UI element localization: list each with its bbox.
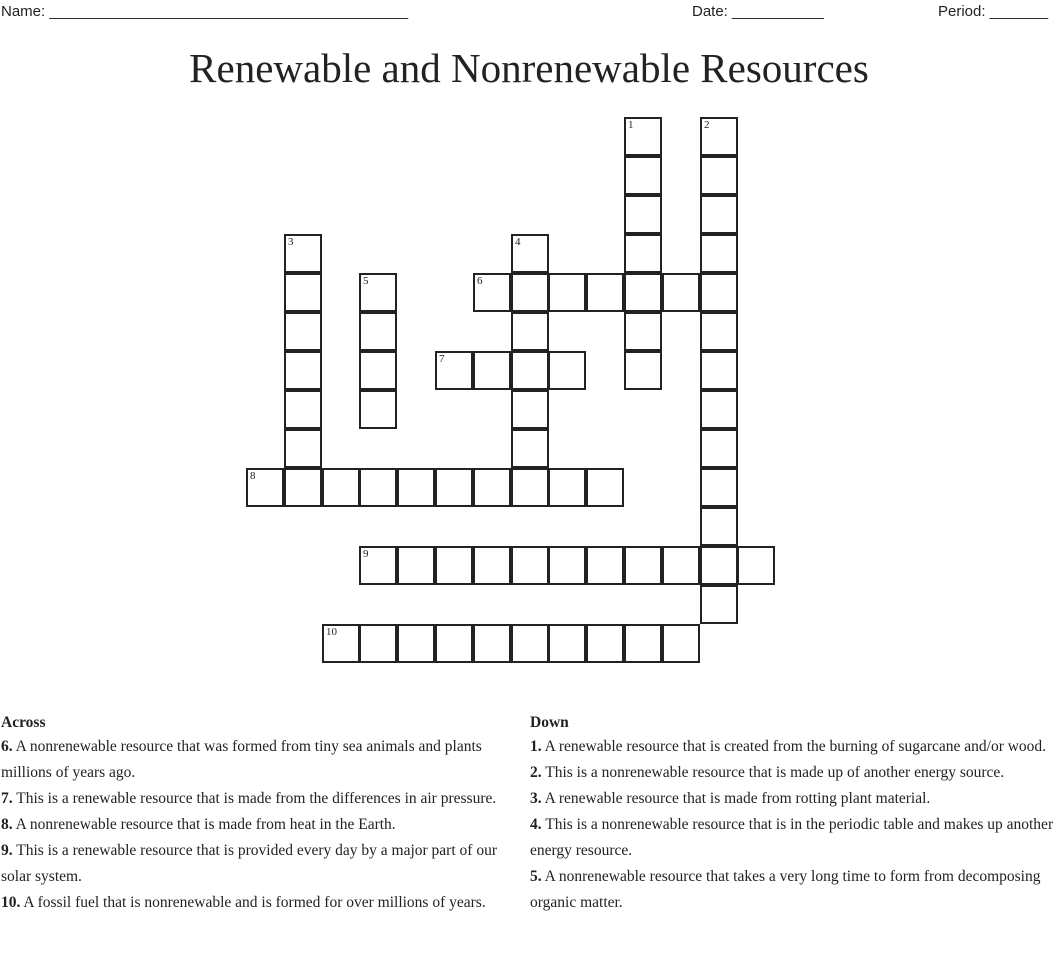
crossword-cell[interactable] bbox=[473, 468, 511, 507]
crossword-cell[interactable] bbox=[586, 468, 624, 507]
crossword-cell[interactable] bbox=[548, 273, 586, 312]
down-heading: Down bbox=[530, 714, 569, 731]
crossword-cell[interactable] bbox=[359, 468, 397, 507]
clue-number: 1 bbox=[628, 119, 634, 131]
crossword-cell[interactable] bbox=[473, 351, 511, 390]
crossword-cell[interactable] bbox=[284, 468, 322, 507]
clue-item: 4. This is a nonrenewable resource that is in the periodic table and makes up another energy resource. bbox=[530, 816, 1054, 859]
crossword-cell[interactable] bbox=[322, 468, 360, 507]
crossword-cell[interactable] bbox=[322, 624, 360, 663]
crossword-cell[interactable] bbox=[586, 273, 624, 312]
clue-item: 7. This is a renewable resource that is made from the differences in air pressure. bbox=[1, 790, 497, 807]
down-clues bbox=[530, 712, 1057, 916]
crossword-cell[interactable] bbox=[511, 546, 549, 585]
crossword-cell[interactable] bbox=[548, 351, 586, 390]
crossword-cell[interactable] bbox=[700, 156, 738, 195]
crossword-cell[interactable] bbox=[435, 468, 473, 507]
crossword-cell[interactable] bbox=[359, 351, 397, 390]
page-title: Renewable and Nonrenewable Resources bbox=[189, 45, 869, 91]
crossword-cell[interactable] bbox=[700, 468, 738, 507]
crossword-cell[interactable] bbox=[624, 312, 662, 351]
crossword-cell[interactable] bbox=[548, 624, 586, 663]
clue-number: 7 bbox=[439, 353, 445, 365]
clue-number: 9 bbox=[363, 548, 369, 560]
clue-number: 10 bbox=[326, 626, 337, 638]
crossword-cell[interactable] bbox=[284, 429, 322, 468]
across-clues bbox=[1, 712, 521, 916]
crossword-cell[interactable] bbox=[473, 273, 511, 312]
period-field: Period: _______ bbox=[938, 3, 1049, 20]
crossword-cell[interactable] bbox=[548, 468, 586, 507]
crossword-cell[interactable] bbox=[397, 624, 435, 663]
crossword-cell[interactable] bbox=[700, 117, 738, 156]
crossword-cell[interactable] bbox=[662, 624, 700, 663]
crossword-cell[interactable] bbox=[737, 546, 775, 585]
crossword-cell[interactable] bbox=[511, 429, 549, 468]
crossword-cell[interactable] bbox=[284, 351, 322, 390]
across-heading: Across bbox=[1, 714, 46, 731]
crossword-cell[interactable] bbox=[246, 468, 284, 507]
crossword-cell[interactable] bbox=[284, 312, 322, 351]
crossword-cell[interactable] bbox=[624, 546, 662, 585]
crossword-cell[interactable] bbox=[435, 351, 473, 390]
crossword-cell[interactable] bbox=[511, 312, 549, 351]
crossword-cell[interactable] bbox=[662, 546, 700, 585]
clue-number: 4 bbox=[515, 236, 521, 248]
crossword-cell[interactable] bbox=[511, 234, 549, 273]
crossword-cell[interactable] bbox=[359, 624, 397, 663]
date-field: Date: ___________ bbox=[692, 3, 824, 20]
crossword-cell[interactable] bbox=[624, 156, 662, 195]
crossword-cell[interactable] bbox=[700, 390, 738, 429]
crossword-cell[interactable] bbox=[511, 624, 549, 663]
crossword-cell[interactable] bbox=[586, 546, 624, 585]
crossword-cell[interactable] bbox=[586, 624, 624, 663]
crossword-cell[interactable] bbox=[624, 351, 662, 390]
crossword-cell[interactable] bbox=[511, 351, 549, 390]
clue-item: 10. A fossil fuel that is nonrenewable and is formed for over millions of years. bbox=[1, 894, 486, 911]
clue-item: 2. This is a nonrenewable resource that is made up of another energy source. bbox=[530, 764, 1005, 781]
crossword-cell[interactable] bbox=[359, 390, 397, 429]
crossword-cell[interactable] bbox=[359, 273, 397, 312]
crossword-cell[interactable] bbox=[435, 546, 473, 585]
clue-number: 6 bbox=[477, 275, 483, 287]
clue-number: 3 bbox=[288, 236, 294, 248]
crossword-cell[interactable] bbox=[700, 234, 738, 273]
crossword-cell[interactable] bbox=[359, 312, 397, 351]
crossword-cell[interactable] bbox=[511, 468, 549, 507]
crossword-cell[interactable] bbox=[700, 507, 738, 546]
crossword-cell[interactable] bbox=[284, 273, 322, 312]
crossword-cell[interactable] bbox=[473, 624, 511, 663]
crossword-cell[interactable] bbox=[624, 117, 662, 156]
crossword-cell[interactable] bbox=[359, 546, 397, 585]
crossword-cell[interactable] bbox=[700, 351, 738, 390]
crossword-cell[interactable] bbox=[700, 429, 738, 468]
clue-item: 8. A nonrenewable resource that is made from heat in the Earth. bbox=[1, 816, 396, 833]
clue-number: 5 bbox=[363, 275, 369, 287]
clue-number: 8 bbox=[250, 470, 256, 482]
crossword-cell[interactable] bbox=[700, 546, 738, 585]
crossword-cell[interactable] bbox=[473, 546, 511, 585]
crossword-cell[interactable] bbox=[511, 273, 549, 312]
clue-item: 6. A nonrenewable resource that was formed from tiny sea animals and plants millions of years ago. bbox=[1, 738, 482, 781]
clue-item: 5. A nonrenewable resource that takes a very long time to form from decomposing organic matter. bbox=[530, 868, 1041, 911]
clue-item: 3. A renewable resource that is made from rotting plant material. bbox=[530, 790, 931, 807]
crossword-cell[interactable] bbox=[284, 390, 322, 429]
crossword-cell[interactable] bbox=[511, 390, 549, 429]
crossword-cell[interactable] bbox=[700, 195, 738, 234]
crossword-cell[interactable] bbox=[700, 585, 738, 624]
crossword-cell[interactable] bbox=[624, 195, 662, 234]
crossword-cell[interactable] bbox=[397, 468, 435, 507]
crossword-cell[interactable] bbox=[700, 312, 738, 351]
clue-item: 9. This is a renewable resource that is provided every day by a major part of our solar system. bbox=[1, 842, 497, 885]
clue-item: 1. A renewable resource that is created from the burning of sugarcane and/or wood. bbox=[530, 738, 1047, 755]
crossword-cell[interactable] bbox=[624, 234, 662, 273]
clue-number: 2 bbox=[704, 119, 710, 131]
crossword-cell[interactable] bbox=[548, 546, 586, 585]
name-field: Name: ___________________________________________ bbox=[1, 3, 409, 20]
crossword-cell[interactable] bbox=[662, 273, 700, 312]
crossword-cell[interactable] bbox=[397, 546, 435, 585]
crossword-cell[interactable] bbox=[435, 624, 473, 663]
crossword-cell[interactable] bbox=[700, 273, 738, 312]
crossword-cell[interactable] bbox=[284, 234, 322, 273]
crossword-cell[interactable] bbox=[624, 273, 662, 312]
crossword-cell[interactable] bbox=[624, 624, 662, 663]
